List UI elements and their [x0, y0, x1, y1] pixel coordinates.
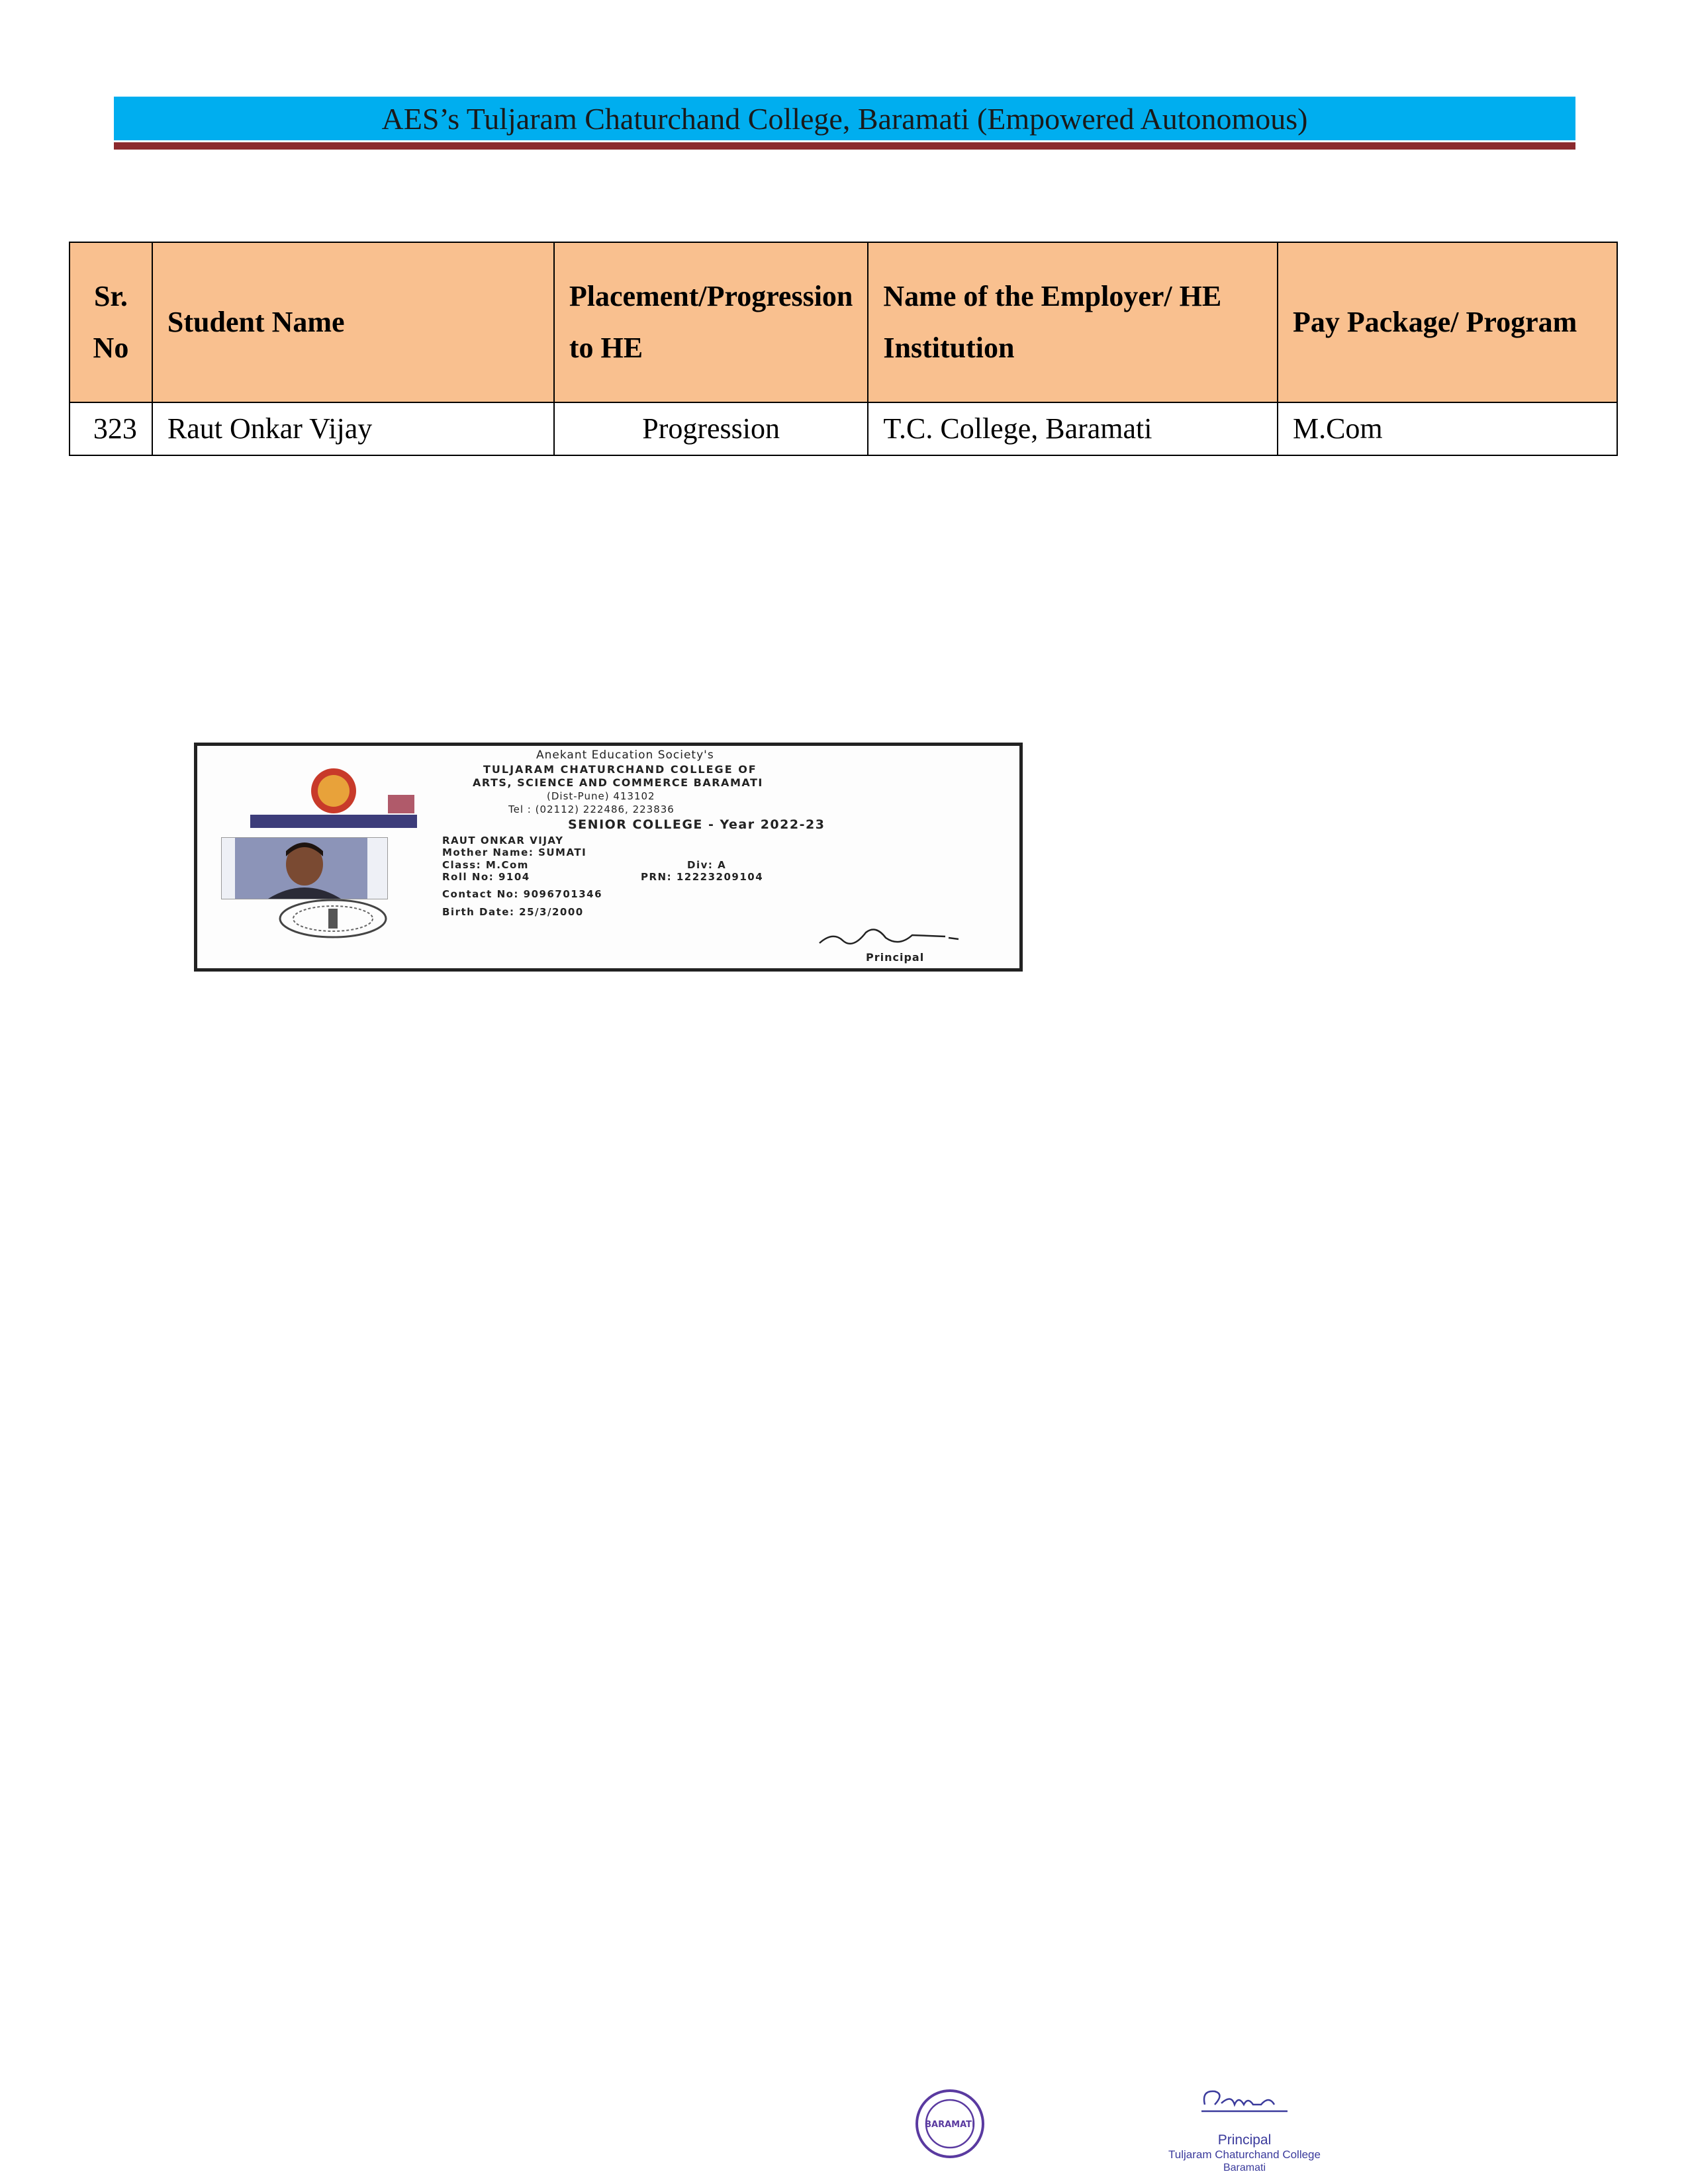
header-divider-rule — [114, 142, 1575, 150]
card-principal-signature-icon — [813, 918, 965, 951]
principal-signature-block — [1158, 2085, 1331, 2177]
column-header-pay-package: Pay Package/ Program — [1278, 242, 1617, 402]
cell-employer: T.C. College, Baramati — [868, 402, 1278, 455]
column-header-placement: Placement/Progression to HE — [554, 242, 868, 402]
student-id-card — [194, 743, 1023, 972]
cell-placement: Progression — [554, 402, 868, 455]
signature-city: Baramati — [1223, 2162, 1266, 2173]
student-photo — [221, 837, 388, 899]
card-contact-no: Contact No: 9096701346 — [442, 888, 603, 900]
cell-student-name: Raut Onkar Vijay — [152, 402, 554, 455]
placement-table — [69, 242, 1618, 456]
svg-text:BARAMATI: BARAMATI — [925, 2120, 975, 2130]
card-college-line2: ARTS, SCIENCE AND COMMERCE BARAMATI — [473, 776, 763, 789]
college-logo-icon — [237, 766, 436, 832]
card-telephone: Tel : (02112) 222486, 223836 — [508, 803, 675, 815]
card-society-name: Anekant Education Society's — [536, 749, 714, 762]
college-stamp-icon — [914, 2088, 986, 2160]
signature-title: Principal — [1217, 2132, 1272, 2148]
card-class: Class: M.Com — [442, 859, 529, 871]
card-student-name: RAUT ONKAR VIJAY — [442, 835, 564, 846]
card-college-line1: TULJARAM CHATURCHAND COLLEGE OF — [483, 763, 757, 776]
column-header-employer: Name of the Employer/ HE Institution — [868, 242, 1278, 402]
card-birth-date: Birth Date: 25/3/2000 — [442, 906, 584, 918]
column-header-student-name: Student Name — [152, 242, 554, 402]
card-principal-label: Principal — [866, 951, 925, 964]
card-roll-no: Roll No: 9104 — [442, 871, 530, 883]
cell-pay-package: M.Com — [1278, 402, 1617, 455]
card-district: (Dist-Pune) 413102 — [547, 790, 655, 802]
table-row — [70, 402, 1617, 455]
header-divider-gap — [114, 140, 1575, 142]
cell-sr-no: 323 — [70, 402, 152, 455]
card-prn: PRN: 12223209104 — [641, 871, 764, 883]
page-header-title: AES’s Tuljaram Chaturchand College, Baramati (Empowered Autonomous) — [381, 101, 1308, 136]
principal-signature-icon — [1195, 2085, 1294, 2121]
signature-college: Tuljaram Chaturchand College — [1168, 2148, 1321, 2161]
table-header-row — [70, 242, 1617, 402]
page-header-banner — [114, 97, 1575, 140]
card-seal-icon — [277, 897, 389, 940]
student-portrait-icon — [222, 838, 387, 899]
card-division: Div: A — [687, 859, 727, 871]
column-header-sr-no: Sr. No — [70, 242, 152, 402]
card-mother-name: Mother Name: SUMATI — [442, 846, 587, 858]
card-session: SENIOR COLLEGE - Year 2022-23 — [568, 817, 825, 832]
